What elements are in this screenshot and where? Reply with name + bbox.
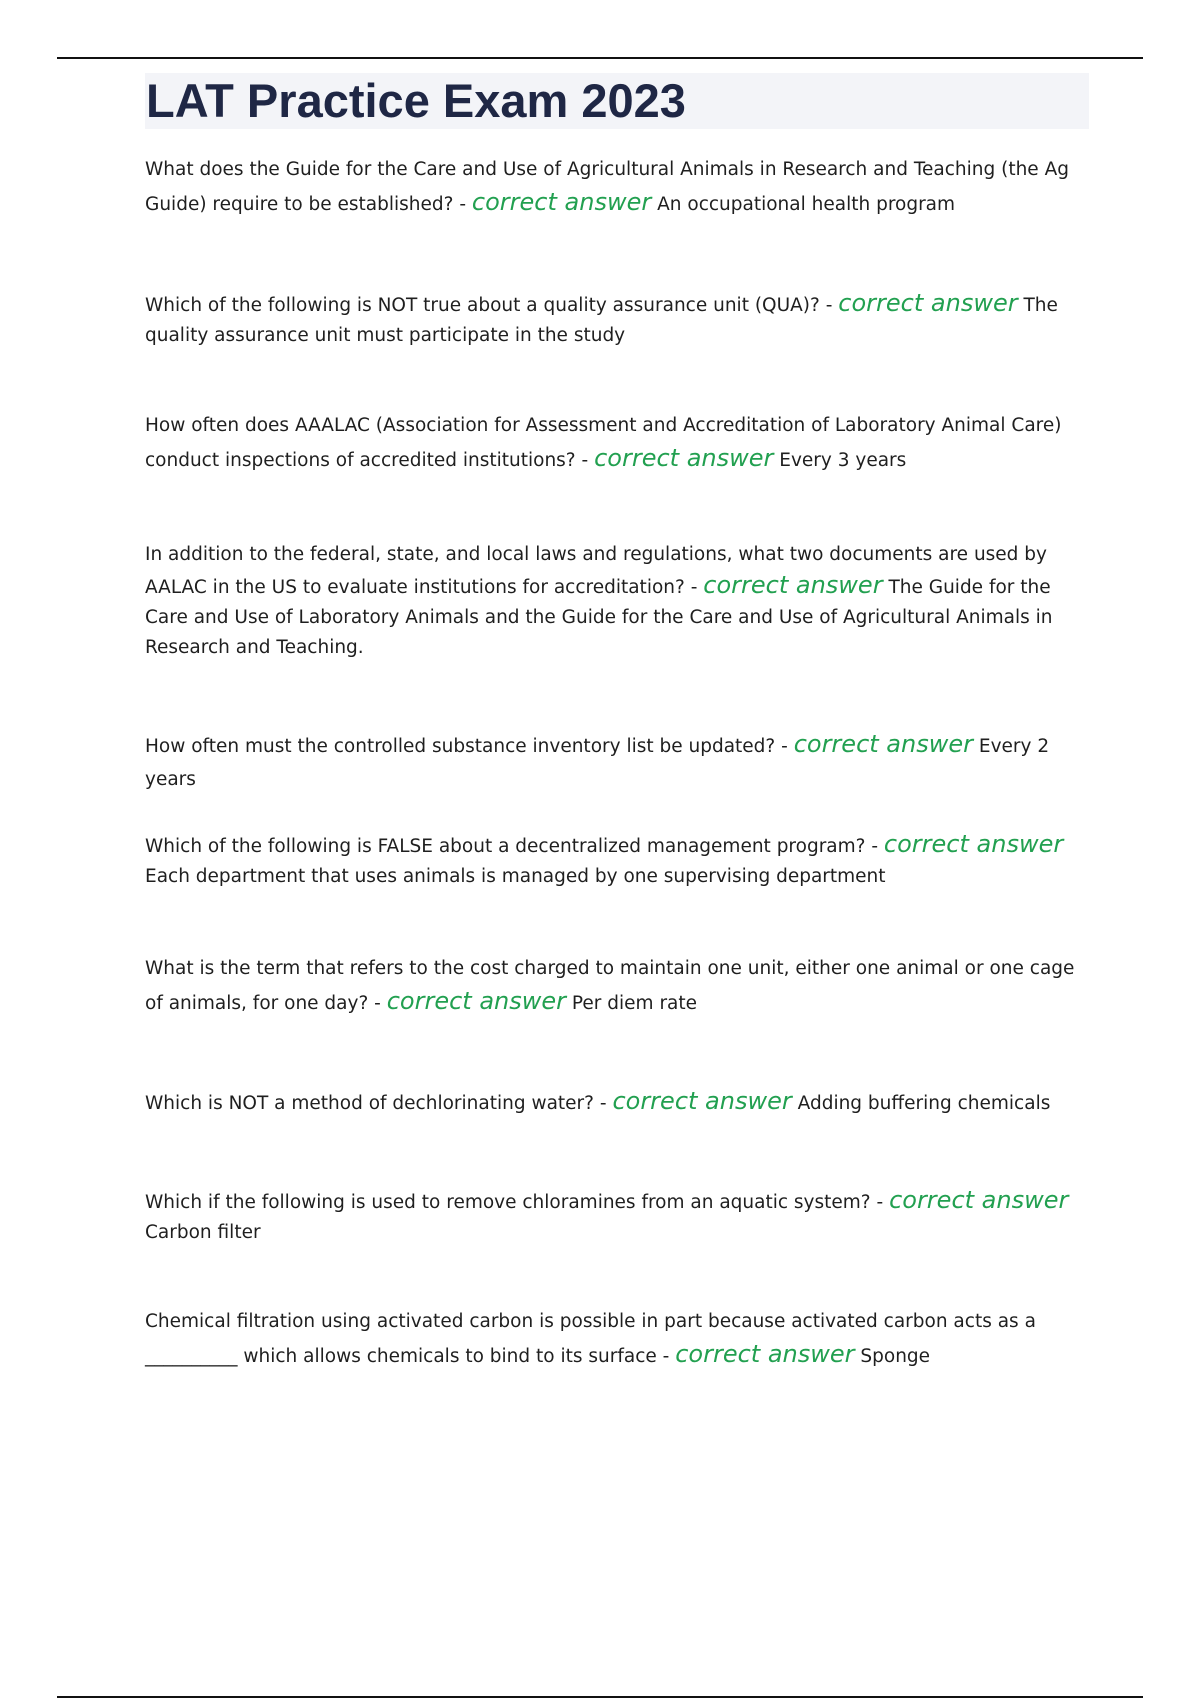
- separator: -: [819, 295, 839, 316]
- correct-answer-label: correct answer: [793, 730, 973, 758]
- separator: -: [594, 1093, 613, 1114]
- answer-text: Sponge: [860, 1346, 931, 1367]
- correct-answer-label: correct answer: [612, 1087, 792, 1115]
- question-text: Which if the following is used to remove chloramines from an aquatic system?: [145, 1192, 871, 1213]
- question-text: Chemical filtration using activated carbon is possible in part because activated carbon acts as a __________ which allows chemicals to bind to its surface: [145, 1311, 1036, 1367]
- separator: -: [453, 194, 472, 215]
- qa-item-8: [145, 1085, 1085, 1120]
- top-rule: [57, 57, 1143, 59]
- qa-item-10: [145, 1305, 1085, 1373]
- correct-answer-label: correct answer: [703, 571, 883, 599]
- correct-answer-label: correct answer: [594, 444, 774, 472]
- separator: -: [575, 450, 595, 471]
- correct-answer-label: correct answer: [883, 830, 1064, 858]
- answer-text: An occupational health program: [657, 194, 956, 215]
- answer-text: Each department that uses animals is managed by one supervising department: [145, 866, 886, 887]
- page-title: LAT Practice Exam 2023: [146, 74, 686, 127]
- qa-item-5: [145, 728, 1085, 796]
- question-text: What is the term that refers to the cost charged to maintain one unit, either one animal or one cage of animals, for one day?: [145, 958, 1075, 1014]
- answer-text: Every 2 years: [145, 736, 1050, 790]
- question-text: In addition to the federal, state, and local laws and regulations, what two documents are used by AALAC in the US to evaluate institutions for accreditation?: [145, 544, 1048, 598]
- correct-answer-label: correct answer: [838, 289, 1018, 317]
- separator: -: [368, 993, 387, 1014]
- separator: -: [865, 836, 884, 857]
- separator: -: [775, 736, 794, 757]
- qa-item-2: [145, 288, 1085, 351]
- qa-item-3: [145, 409, 1085, 477]
- answer-text: The quality assurance unit must participate in the study: [145, 295, 1058, 346]
- correct-answer-label: correct answer: [675, 1340, 855, 1368]
- question-text: What does the Guide for the Care and Use of Agricultural Animals in Research and Teaching (the Ag Guide) require to be established?: [145, 159, 1069, 215]
- answer-text: Every 3 years: [779, 450, 907, 471]
- question-text: How often must the controlled substance inventory list be updated?: [145, 736, 776, 757]
- answer-text: Adding buffering chemicals: [797, 1093, 1051, 1114]
- correct-answer-label: correct answer: [889, 1186, 1069, 1214]
- answer-text: Per diem rate: [571, 993, 698, 1014]
- qa-item-7: [145, 952, 1085, 1020]
- qa-item-1: [145, 153, 1085, 221]
- question-text: Which of the following is NOT true about a quality assurance unit (QUA)?: [145, 295, 820, 316]
- question-text: Which of the following is FALSE about a decentralized management program?: [145, 836, 866, 857]
- answer-text: The Guide for the Care and Use of Laboratory Animals and the Guide for the Care and Use of Agricultural Animals in Research and Teaching.: [145, 577, 1053, 658]
- separator: -: [656, 1346, 676, 1367]
- question-text: How often does AAALAC (Association for Assessment and Accreditation of Laboratory Animal Care) conduct inspections of accredited institutions?: [145, 415, 1062, 471]
- correct-answer-label: correct answer: [471, 188, 652, 216]
- qa-item-6: [145, 829, 1085, 892]
- correct-answer-label: correct answer: [386, 987, 567, 1015]
- bottom-rule: [57, 1696, 1143, 1698]
- qa-item-9: [145, 1185, 1085, 1248]
- answer-text: Carbon filter: [145, 1222, 261, 1243]
- qa-item-4: [145, 540, 1085, 663]
- separator: -: [684, 577, 704, 598]
- question-text: Which is NOT a method of dechlorinating water?: [145, 1093, 594, 1114]
- separator: -: [870, 1192, 890, 1213]
